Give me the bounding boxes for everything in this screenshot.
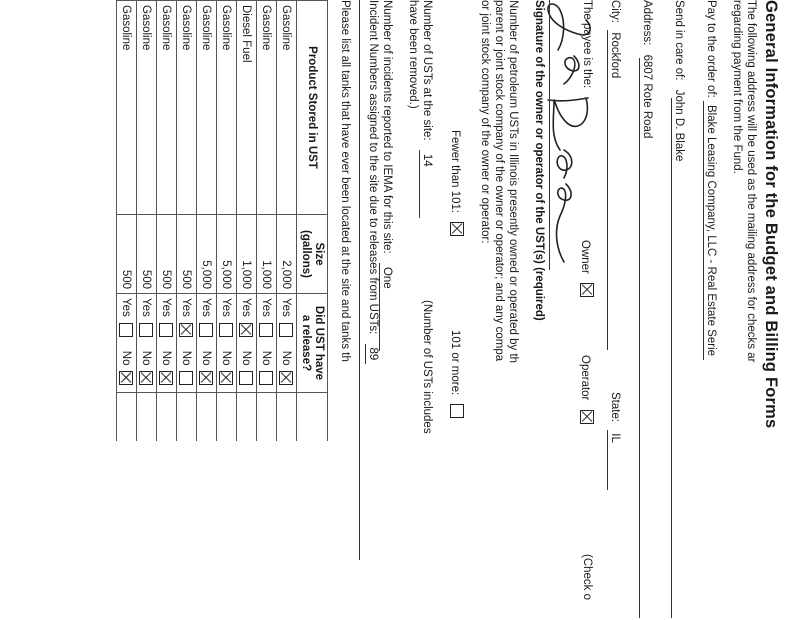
petroleum-line-2: parent or joint stock company of the owner or operator; and any compa bbox=[493, 0, 505, 362]
tank-table-header bbox=[297, 1, 328, 442]
incident-numbers-label: Incident Numbers assigned to the site due to releases from USTs: bbox=[367, 0, 379, 335]
no-label: No bbox=[220, 350, 233, 366]
state-field[interactable]: IL bbox=[609, 433, 621, 443]
yes-checkbox[interactable] bbox=[260, 323, 274, 337]
size-cell: 500 bbox=[137, 215, 157, 294]
incidents-row bbox=[379, 0, 394, 351]
extra-cell bbox=[257, 393, 277, 442]
extra-cell bbox=[237, 393, 257, 442]
intro-line-2: regarding payment from the Fund. bbox=[731, 0, 743, 174]
table-row bbox=[257, 1, 277, 442]
usts-note-line-1: (Number of USTs includes bbox=[421, 300, 433, 434]
size-cell: 500 bbox=[117, 215, 137, 294]
table-row bbox=[237, 1, 257, 442]
incident-numbers-field[interactable]: 89 bbox=[365, 344, 380, 365]
care-of-field[interactable]: John D. Blake bbox=[673, 89, 685, 162]
operator-checkbox[interactable] bbox=[580, 410, 594, 424]
fewer-label: Fewer than 101: bbox=[449, 130, 461, 214]
pay-to-field[interactable]: Blake Leasing Company, LLC - Real Estate Serie bbox=[703, 101, 718, 360]
petroleum-line-3: or joint stock company of the owner or operator: bbox=[479, 0, 491, 244]
incident-numbers-row bbox=[365, 0, 380, 364]
product-cell: Gasoline bbox=[137, 1, 157, 215]
no-checkbox[interactable] bbox=[220, 371, 234, 385]
no-label: No bbox=[280, 350, 293, 366]
pay-to-row bbox=[703, 0, 718, 360]
intro-text bbox=[730, 0, 758, 362]
signature-caption: Signature of the owner or operator of the UST(s) (required) bbox=[533, 0, 545, 321]
petroleum-text bbox=[478, 0, 520, 363]
city-underline bbox=[607, 30, 608, 350]
no-checkbox[interactable] bbox=[240, 371, 254, 385]
yes-label: Yes bbox=[120, 298, 133, 317]
product-cell: Gasoline bbox=[197, 1, 217, 215]
no-checkbox[interactable] bbox=[280, 371, 294, 385]
release-header-line-2: a release? bbox=[300, 314, 312, 372]
release-cell bbox=[137, 294, 157, 393]
no-checkbox[interactable] bbox=[120, 371, 134, 385]
no-label: No bbox=[260, 350, 273, 366]
no-label: No bbox=[180, 350, 193, 366]
size-cell: 500 bbox=[157, 215, 177, 294]
product-cell: Gasoline bbox=[277, 1, 297, 215]
incidents-label: Number of incidents reported to IEMA for this site: bbox=[381, 0, 393, 254]
table-row bbox=[137, 1, 157, 442]
operator-label: Operator bbox=[579, 355, 591, 401]
no-checkbox[interactable] bbox=[180, 371, 194, 385]
usts-at-site-label: Number of USTs at the site: bbox=[421, 0, 433, 141]
intro-line-1: The following address will be used as the mailing address for checks ar bbox=[745, 0, 757, 363]
extra-cell bbox=[277, 393, 297, 442]
no-checkbox[interactable] bbox=[260, 371, 274, 385]
extra-cell bbox=[157, 393, 177, 442]
address-underline bbox=[639, 58, 640, 618]
no-label: No bbox=[120, 350, 133, 366]
product-cell: Gasoline bbox=[217, 1, 237, 215]
product-header: Product Stored in UST bbox=[297, 1, 328, 215]
product-cell: Diesel Fuel bbox=[237, 1, 257, 215]
table-row bbox=[117, 1, 137, 442]
incident-divider bbox=[359, 0, 360, 560]
address-label: Address: bbox=[641, 0, 653, 46]
yes-label: Yes bbox=[160, 298, 173, 317]
yes-checkbox[interactable] bbox=[180, 323, 194, 337]
release-cell bbox=[257, 294, 277, 393]
fewer-checkbox[interactable] bbox=[450, 222, 464, 236]
yes-checkbox[interactable] bbox=[200, 323, 214, 337]
extra-cell bbox=[137, 393, 157, 442]
yes-label: Yes bbox=[200, 298, 213, 317]
incidents-field[interactable]: One bbox=[379, 263, 394, 351]
table-row bbox=[197, 1, 217, 442]
care-of-underline bbox=[671, 98, 672, 618]
release-options bbox=[240, 298, 254, 385]
tank-table-body bbox=[117, 1, 297, 442]
state-underline bbox=[607, 430, 608, 490]
address-field[interactable]: 6807 Rote Road bbox=[641, 54, 653, 139]
address-row bbox=[640, 0, 654, 138]
no-checkbox[interactable] bbox=[160, 371, 174, 385]
no-checkbox[interactable] bbox=[200, 371, 214, 385]
yes-label: Yes bbox=[180, 298, 193, 317]
yes-checkbox[interactable] bbox=[160, 323, 174, 337]
care-of-row bbox=[672, 0, 686, 161]
release-cell bbox=[237, 294, 257, 393]
no-label: No bbox=[200, 350, 213, 366]
no-checkbox[interactable] bbox=[140, 371, 154, 385]
release-header bbox=[297, 294, 328, 393]
release-options bbox=[280, 298, 294, 385]
release-header-line-1: Did UST have bbox=[313, 305, 325, 381]
usts-note-line-2: have been removed.) bbox=[407, 0, 419, 109]
usts-at-site-field[interactable]: 14 bbox=[419, 150, 434, 218]
release-cell bbox=[157, 294, 177, 393]
table-row bbox=[157, 1, 177, 442]
signature-line bbox=[549, 0, 550, 270]
petroleum-line-1: Number of petroleum USTs in Illinois presently owned or operated by th bbox=[507, 0, 519, 364]
care-of-label: Send in care of: bbox=[673, 0, 685, 81]
size-header-line-2: (gallons) bbox=[300, 230, 312, 278]
pay-to-label: Pay to the order of: bbox=[705, 0, 717, 98]
city-label: City: bbox=[609, 0, 621, 23]
size-cell: 1,000 bbox=[237, 215, 257, 294]
release-options bbox=[260, 298, 274, 385]
release-options bbox=[140, 298, 154, 385]
release-options bbox=[160, 298, 174, 385]
size-cell: 2,000 bbox=[277, 215, 297, 294]
yes-label: Yes bbox=[280, 298, 293, 317]
release-cell bbox=[277, 294, 297, 393]
payee-label: The payee is the: bbox=[581, 0, 593, 89]
tank-table bbox=[116, 0, 328, 441]
extra-cell bbox=[197, 393, 217, 442]
release-cell bbox=[117, 294, 137, 393]
yes-checkbox[interactable] bbox=[220, 323, 234, 337]
release-cell bbox=[177, 294, 197, 393]
city-row bbox=[608, 0, 622, 78]
product-cell: Gasoline bbox=[177, 1, 197, 215]
state-label: State: bbox=[609, 392, 621, 423]
size-header bbox=[297, 215, 328, 294]
product-cell: Gasoline bbox=[157, 1, 177, 215]
fewer-option bbox=[448, 130, 464, 236]
release-options bbox=[180, 298, 194, 385]
check-note: (Check o bbox=[581, 554, 593, 601]
operator-option bbox=[578, 355, 594, 424]
state-row bbox=[608, 392, 622, 443]
size-cell: 5,000 bbox=[197, 215, 217, 294]
release-options bbox=[120, 298, 134, 385]
more-option bbox=[448, 330, 464, 418]
release-cell bbox=[217, 294, 237, 393]
size-header-line-1: Size bbox=[313, 242, 325, 266]
usts-at-site-row bbox=[419, 0, 434, 218]
release-cell bbox=[197, 294, 217, 393]
owner-checkbox[interactable] bbox=[580, 283, 594, 297]
extra-cell bbox=[117, 393, 137, 442]
more-label: 101 or more: bbox=[449, 330, 461, 396]
size-cell: 5,000 bbox=[217, 215, 237, 294]
no-label: No bbox=[140, 350, 153, 366]
yes-checkbox[interactable] bbox=[140, 323, 154, 337]
size-cell: 1,000 bbox=[257, 215, 277, 294]
city-field[interactable]: Rockford bbox=[609, 32, 621, 79]
tanks-intro: Please list all tanks that have ever been located at the site and tanks th bbox=[339, 0, 351, 362]
release-options bbox=[200, 298, 214, 385]
extra-cell bbox=[177, 393, 197, 442]
size-cell: 500 bbox=[177, 215, 197, 294]
yes-label: Yes bbox=[240, 298, 253, 317]
form-page bbox=[55, 0, 780, 620]
extra-header bbox=[297, 393, 328, 442]
more-checkbox[interactable] bbox=[450, 404, 464, 418]
owner-label: Owner bbox=[579, 240, 591, 274]
table-row bbox=[177, 1, 197, 442]
table-row bbox=[277, 1, 297, 442]
no-label: No bbox=[240, 350, 253, 366]
product-cell: Gasoline bbox=[257, 1, 277, 215]
extra-cell bbox=[217, 393, 237, 442]
yes-label: Yes bbox=[140, 298, 153, 317]
yes-checkbox[interactable] bbox=[120, 323, 134, 337]
form-title: General Information for the Budget and Billing Forms bbox=[762, 0, 780, 429]
no-label: No bbox=[160, 350, 173, 366]
product-cell: Gasoline bbox=[117, 1, 137, 215]
release-options bbox=[220, 298, 234, 385]
table-row bbox=[217, 1, 237, 442]
yes-checkbox[interactable] bbox=[240, 323, 254, 337]
yes-label: Yes bbox=[220, 298, 233, 317]
yes-checkbox[interactable] bbox=[280, 323, 294, 337]
yes-label: Yes bbox=[260, 298, 273, 317]
